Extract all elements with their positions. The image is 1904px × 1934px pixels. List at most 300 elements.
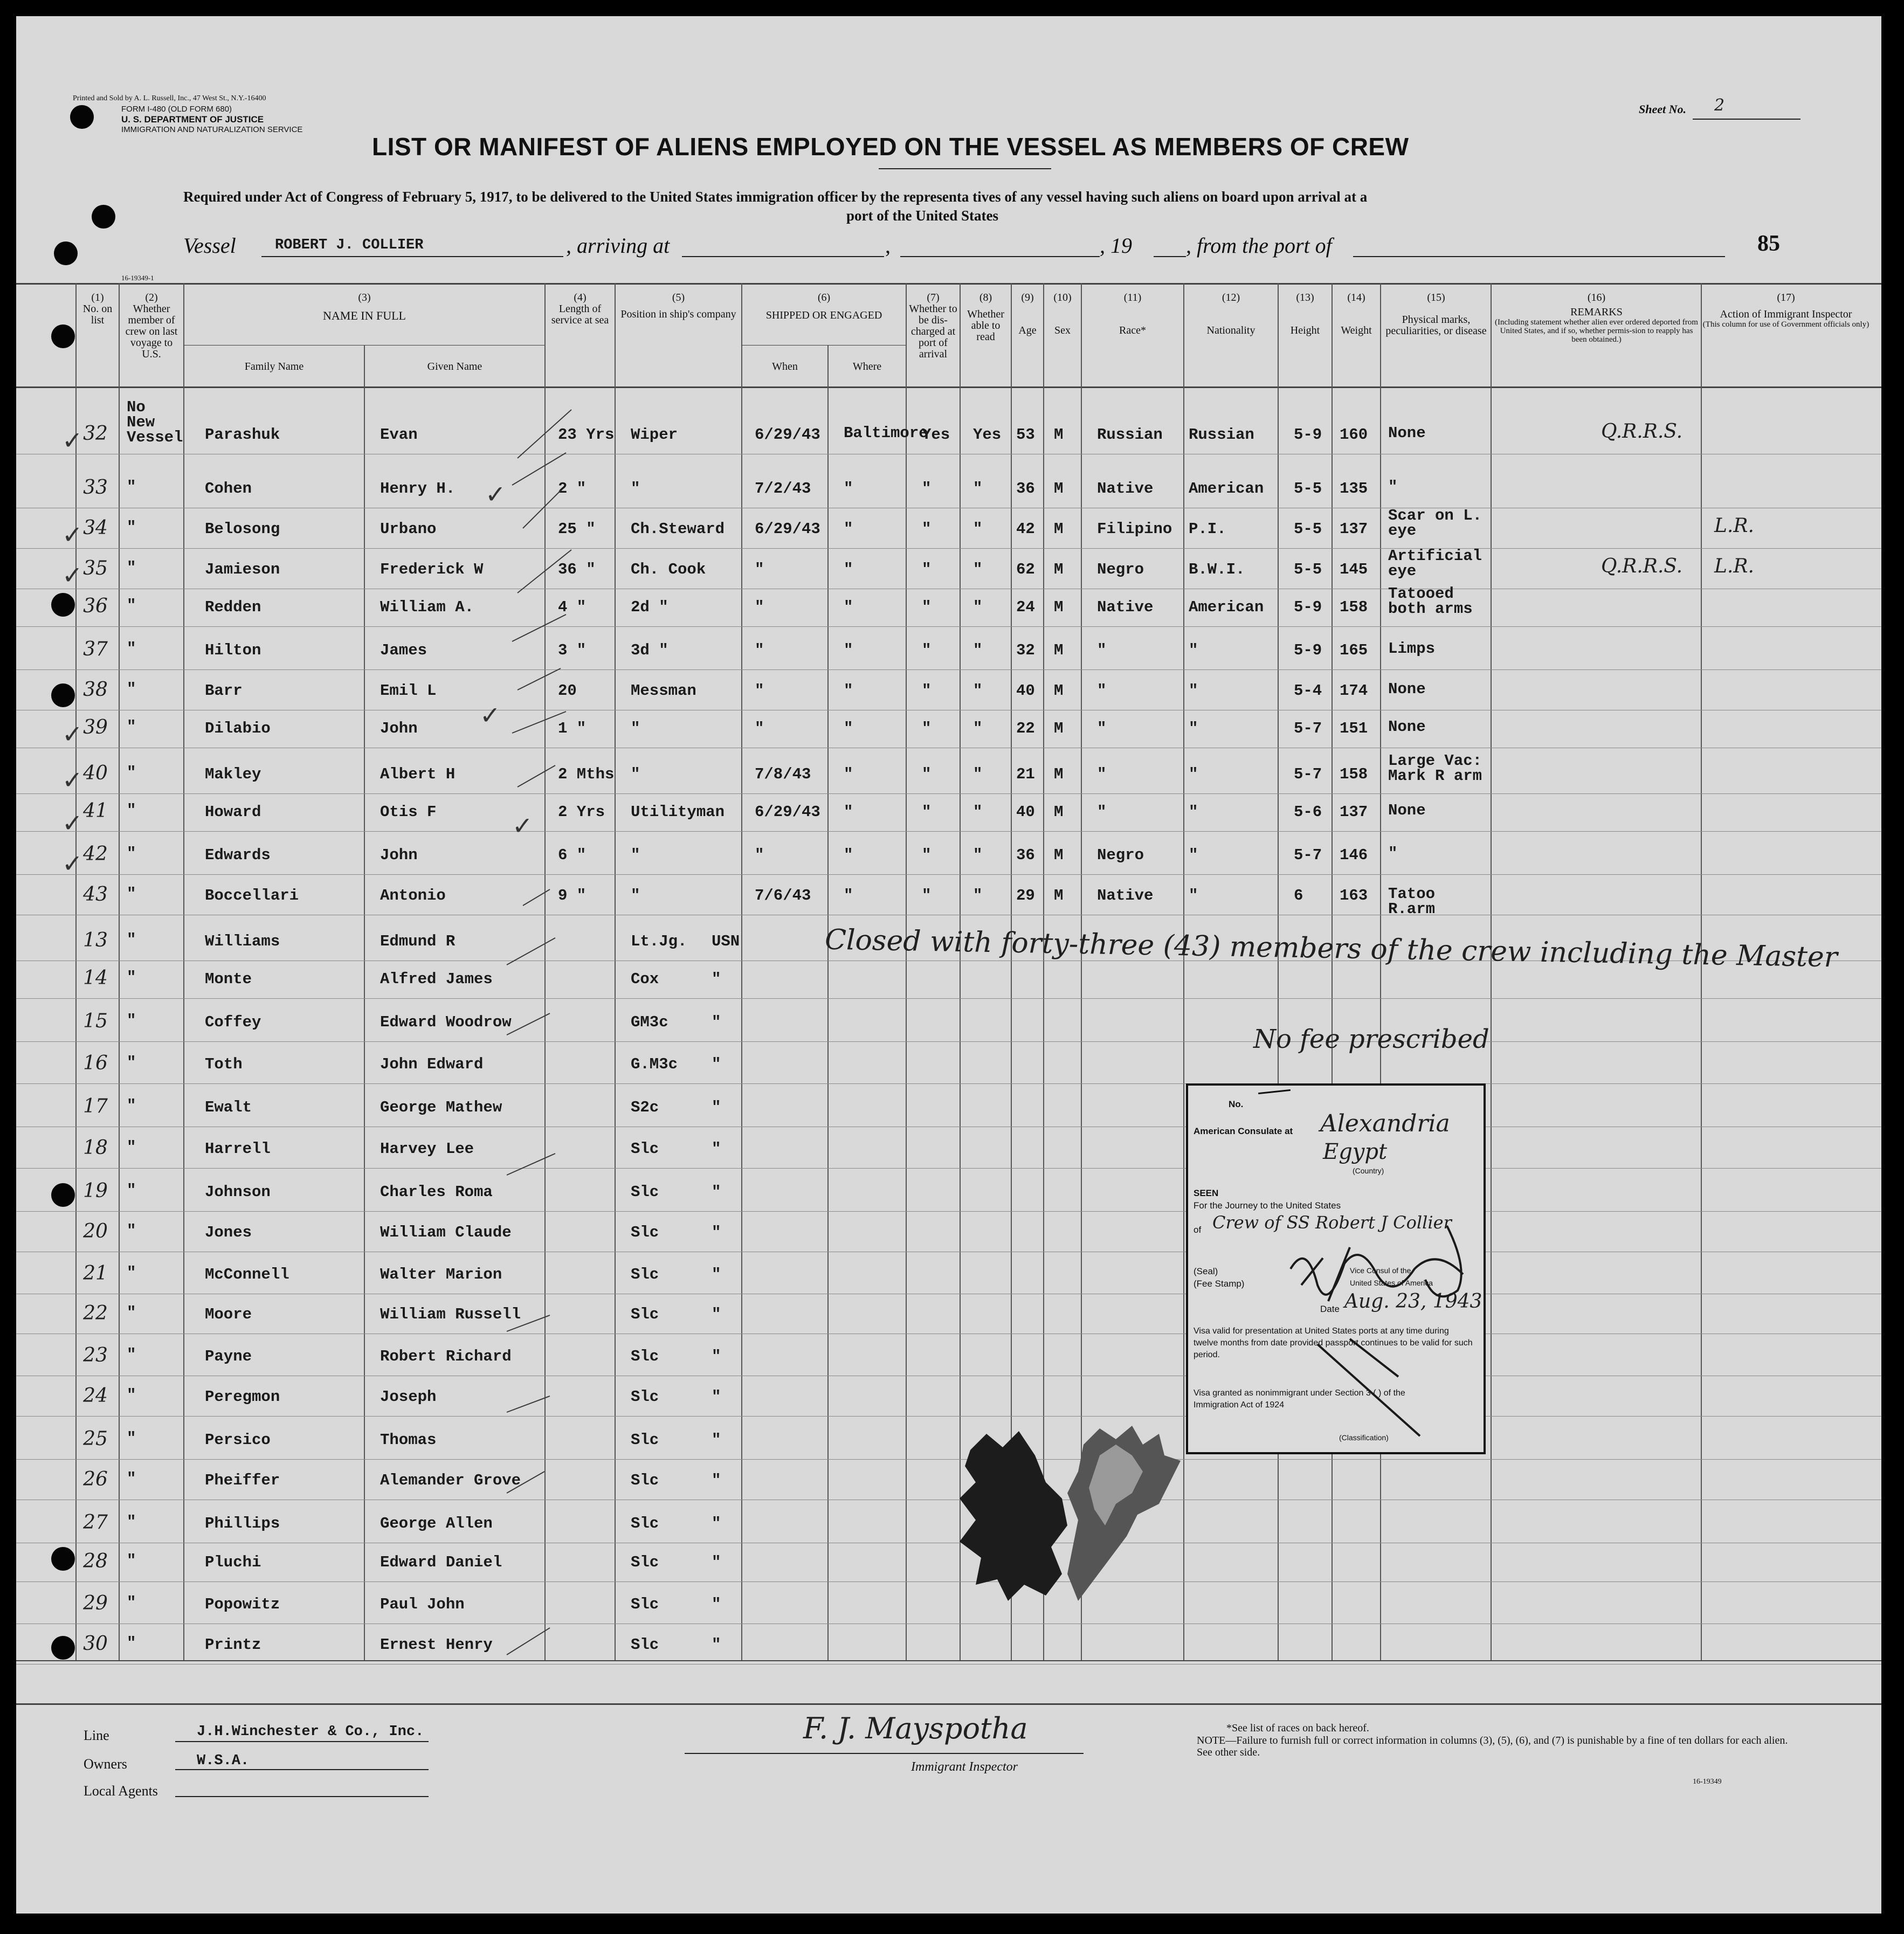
footer-line-value: J.H.Winchester & Co., Inc. bbox=[197, 1724, 424, 1740]
cell-no: 28 bbox=[83, 1550, 108, 1572]
form-code-top: 16-19349-1 bbox=[121, 274, 154, 282]
cell-discharged: Yes bbox=[922, 426, 950, 444]
col-3-header: (3) NAME IN FULL bbox=[323, 292, 406, 322]
table-row bbox=[16, 1180, 1881, 1221]
table-row bbox=[16, 1095, 1881, 1136]
cell-no: 26 bbox=[83, 1468, 108, 1490]
col-11-header: (11) Race* bbox=[1119, 292, 1146, 336]
binder-hole bbox=[70, 105, 94, 129]
inspector-signature: F. J. Mayspotha bbox=[803, 1711, 1028, 1745]
cell-nationality: " bbox=[1189, 846, 1198, 864]
cell-where: " bbox=[844, 561, 853, 578]
cell-family: Payne bbox=[205, 1348, 252, 1365]
cell-prev: " bbox=[127, 519, 136, 536]
col-7-header: (7) Whether to be dis-charged at port of arrival bbox=[909, 292, 957, 360]
cell-given: Henry H. bbox=[380, 480, 456, 498]
cell-no: 40 bbox=[83, 762, 108, 784]
cell-age: 40 bbox=[1016, 803, 1035, 821]
cell-position2: " bbox=[712, 1013, 721, 1031]
stamp-vice-consul: Vice Consul of the bbox=[1350, 1266, 1411, 1275]
stamp-country-caption: (Country) bbox=[1353, 1166, 1384, 1175]
table-row bbox=[16, 1052, 1881, 1093]
col-3a-header: Family Name bbox=[244, 361, 304, 372]
table-row bbox=[16, 1511, 1881, 1552]
cell-height: 5-7 bbox=[1294, 765, 1322, 783]
cell-given: Antonio bbox=[380, 887, 446, 904]
cell-race: " bbox=[1097, 641, 1107, 659]
cell-sex: M bbox=[1054, 480, 1064, 498]
cell-prev: " bbox=[127, 931, 136, 949]
table-row bbox=[16, 967, 1881, 1008]
cell-weight: 163 bbox=[1340, 887, 1368, 904]
cell-nationality: American bbox=[1189, 598, 1264, 616]
cell-weight: 158 bbox=[1340, 765, 1368, 783]
col-3b-header: Given Name bbox=[427, 361, 482, 372]
cell-no: 36 bbox=[83, 595, 108, 617]
col-13-header: (13) Height bbox=[1290, 292, 1320, 336]
cell-age: 24 bbox=[1016, 598, 1035, 616]
cell-position: Slc bbox=[631, 1515, 659, 1532]
cell-family: Johnson bbox=[205, 1183, 271, 1201]
cell-height: 5-9 bbox=[1294, 641, 1322, 659]
cell-given: Thomas bbox=[380, 1431, 437, 1449]
binder-hole bbox=[51, 324, 75, 348]
cell-no: 24 bbox=[83, 1385, 108, 1407]
cell-position2: " bbox=[712, 1266, 721, 1283]
cell-family: Dilabio bbox=[205, 720, 271, 737]
cell-nationality: " bbox=[1189, 720, 1198, 737]
cell-position: Slc bbox=[631, 1348, 659, 1365]
cell-given: George Mathew bbox=[380, 1099, 502, 1116]
cell-family: Printz bbox=[205, 1636, 261, 1654]
cell-prev: " bbox=[127, 969, 136, 986]
cell-no: 27 bbox=[83, 1511, 108, 1534]
cell-family: Barr bbox=[205, 682, 243, 700]
cell-race: " bbox=[1097, 720, 1107, 737]
cell-given: William A. bbox=[380, 598, 474, 616]
cell-read: " bbox=[973, 803, 983, 821]
cell-position: Messman bbox=[631, 682, 696, 700]
printer-line: Printed and Sold by A. L. Russell, Inc., 47 West St., N.Y.-16400 bbox=[73, 94, 266, 102]
stamp-date-value: Aug. 23, 1943 bbox=[1344, 1290, 1482, 1313]
cell-read: Yes bbox=[973, 426, 1002, 444]
cell-marks: Tatoo R.arm bbox=[1388, 885, 1436, 918]
cell-weight: 137 bbox=[1340, 520, 1368, 538]
binder-hole bbox=[54, 241, 78, 265]
cell-discharged: " bbox=[922, 641, 932, 659]
cell-position: Slc bbox=[631, 1183, 659, 1201]
cell-age: 36 bbox=[1016, 846, 1035, 864]
cell-prev: " bbox=[127, 1264, 136, 1282]
footer-owners-label: Owners bbox=[84, 1756, 127, 1772]
cell-position: Ch.Steward bbox=[631, 520, 725, 538]
cell-nationality: " bbox=[1189, 765, 1198, 783]
cell-read: " bbox=[973, 765, 983, 783]
cell-read: " bbox=[973, 561, 983, 578]
cell-position: Slc bbox=[631, 1306, 659, 1323]
cell-no: 35 bbox=[83, 557, 108, 579]
cell-given: Harvey Lee bbox=[380, 1140, 474, 1158]
cell-position: G.M3c bbox=[631, 1055, 678, 1073]
closing-note: Closed with forty-three (43) members of the crew including the Master bbox=[824, 923, 1838, 974]
consul-signature-strokes bbox=[1285, 1193, 1485, 1452]
stamp-of-value: Crew of SS Robert J Collier bbox=[1212, 1212, 1452, 1233]
col-5-header: (5) Position in ship's company bbox=[620, 292, 736, 320]
table-row bbox=[16, 1550, 1881, 1591]
cell-where: " bbox=[844, 682, 853, 700]
col-2-header: (2) Whether member of crew on last voyage to U.S. bbox=[125, 292, 178, 360]
cell-service: 36 " bbox=[558, 561, 596, 578]
cell-family: Jamieson bbox=[205, 561, 280, 578]
cell-when: 7/8/43 bbox=[755, 765, 811, 783]
cell-family: Pluchi bbox=[205, 1553, 261, 1571]
page-title: LIST OR MANIFEST OF ALIENS EMPLOYED ON THE VESSEL AS MEMBERS OF CREW bbox=[372, 133, 1409, 161]
cell-marks: " bbox=[1388, 845, 1398, 862]
cell-race: Russian bbox=[1097, 426, 1163, 444]
cell-marks: None bbox=[1388, 424, 1426, 442]
cell-when: " bbox=[755, 720, 764, 737]
stamp-fee-stamp-label: (Fee Stamp) bbox=[1194, 1279, 1245, 1289]
table-row bbox=[16, 800, 1881, 841]
cell-nationality: " bbox=[1189, 887, 1198, 904]
page-number: 85 bbox=[1757, 231, 1780, 256]
cell-sex: M bbox=[1054, 641, 1064, 659]
cell-read: " bbox=[973, 480, 983, 498]
cell-discharged: " bbox=[922, 765, 932, 783]
cell-given: Edward Woodrow bbox=[380, 1013, 512, 1031]
cell-prev: " bbox=[127, 1304, 136, 1322]
cell-family: Parashuk bbox=[205, 426, 280, 444]
stamp-date-label: Date bbox=[1320, 1304, 1340, 1314]
cell-weight: 174 bbox=[1340, 682, 1368, 700]
cell-read: " bbox=[973, 846, 983, 864]
cell-age: 62 bbox=[1016, 561, 1035, 578]
table-row bbox=[16, 1468, 1881, 1509]
stamp-visa-valid: Visa valid for presentation at United States ports at any time during twelve months from date provided passport continues to be valid for such period. bbox=[1194, 1327, 1473, 1359]
cell-race: " bbox=[1097, 765, 1107, 783]
cell-position: 3d " bbox=[631, 641, 668, 659]
table-row bbox=[16, 679, 1881, 720]
cell-no: 22 bbox=[83, 1302, 108, 1324]
cell-read: " bbox=[973, 598, 983, 616]
col-1-header: (1) No. on list bbox=[82, 292, 113, 326]
cell-no: 17 bbox=[83, 1095, 108, 1117]
cell-given: Otis F bbox=[380, 803, 437, 821]
sheet-number: 2 bbox=[1714, 96, 1725, 115]
cell-given: William Claude bbox=[380, 1224, 512, 1241]
cell-height: 5-5 bbox=[1294, 561, 1322, 578]
subtitle-line-1: Required under Act of Congress of February 5, 1917, to be delivered to the United States immigration officer by the representa tives of any vessel having such aliens on board upon arrival at a bbox=[183, 189, 1368, 205]
arriving-comma: , bbox=[885, 233, 891, 258]
cell-read: " bbox=[973, 520, 983, 538]
cell-family: Harrell bbox=[205, 1140, 271, 1158]
cell-height: 6 bbox=[1294, 887, 1303, 904]
cell-race: Negro bbox=[1097, 561, 1144, 578]
table-row bbox=[16, 752, 1881, 803]
cell-no: 15 bbox=[83, 1010, 108, 1032]
cell-position2: " bbox=[712, 1553, 721, 1571]
from-port-label: , from the port of bbox=[1186, 233, 1332, 258]
cell-service: 4 " bbox=[558, 598, 587, 616]
cell-no: 33 bbox=[83, 476, 108, 499]
cell-prev: " bbox=[127, 1429, 136, 1447]
form-line: FORM I-480 (OLD FORM 680) bbox=[121, 105, 232, 114]
cell-discharged: " bbox=[922, 561, 932, 578]
cell-no: 20 bbox=[83, 1220, 108, 1242]
cell-action: L.R. bbox=[1714, 555, 1754, 577]
vessel-name: ROBERT J. COLLIER bbox=[275, 237, 424, 253]
cell-prev: " bbox=[127, 680, 136, 698]
cell-prev: " bbox=[127, 1012, 136, 1030]
cell-family: Cohen bbox=[205, 480, 252, 498]
cell-age: 42 bbox=[1016, 520, 1035, 538]
cell-family: Toth bbox=[205, 1055, 243, 1073]
cell-marks: None bbox=[1388, 802, 1426, 819]
cell-height: 5-9 bbox=[1294, 426, 1322, 444]
cell-position: GM3c bbox=[631, 1013, 668, 1031]
cell-prev: " bbox=[127, 640, 136, 658]
form-code-bottom: 16-19349 bbox=[1693, 1778, 1722, 1786]
year-prefix: , 19 bbox=[1100, 233, 1132, 258]
cell-position: Ch. Cook bbox=[631, 561, 706, 578]
service-line: IMMIGRATION AND NATURALIZATION SERVICE bbox=[121, 125, 303, 134]
cell-nationality: P.I. bbox=[1189, 520, 1226, 538]
col-6a-header: When bbox=[772, 361, 798, 372]
cell-position2: " bbox=[712, 1595, 721, 1613]
table-row bbox=[16, 1262, 1881, 1303]
cell-where: " bbox=[844, 480, 853, 498]
cell-where: " bbox=[844, 720, 853, 737]
cell-when: 7/6/43 bbox=[755, 887, 811, 904]
cell-prev: " bbox=[127, 885, 136, 903]
cell-nationality: B.W.I. bbox=[1189, 561, 1245, 578]
cell-race: Filipino bbox=[1097, 520, 1172, 538]
stamp-country: Egypt bbox=[1323, 1139, 1388, 1164]
cell-no: 30 bbox=[83, 1633, 108, 1655]
cell-race: Native bbox=[1097, 480, 1154, 498]
cell-given: John Edward bbox=[380, 1055, 484, 1073]
cell-no: 43 bbox=[83, 883, 108, 906]
footer-owners-value: W.S.A. bbox=[197, 1753, 250, 1769]
table-row bbox=[16, 638, 1881, 679]
cell-prev: " bbox=[127, 1097, 136, 1115]
cell-given: John bbox=[380, 846, 418, 864]
cell-service: 2 Mths bbox=[558, 765, 615, 783]
cell-position: Slc bbox=[631, 1553, 659, 1571]
cell-given: John bbox=[380, 720, 418, 737]
cell-given: Charles Roma bbox=[380, 1183, 493, 1201]
cell-given: Paul John bbox=[380, 1595, 465, 1613]
cell-family: Persico bbox=[205, 1431, 271, 1449]
cell-marks: Limps bbox=[1388, 640, 1436, 658]
cell-height: 5-7 bbox=[1294, 720, 1322, 737]
cell-discharged: " bbox=[922, 480, 932, 498]
cell-where: " bbox=[844, 765, 853, 783]
cell-prev: " bbox=[127, 597, 136, 614]
cell-family: Makley bbox=[205, 765, 261, 783]
cell-given: Ernest Henry bbox=[380, 1636, 493, 1654]
table-row bbox=[16, 1428, 1881, 1469]
cell-position2: " bbox=[712, 1431, 721, 1449]
cell-prev: " bbox=[127, 1594, 136, 1612]
cell-prev: " bbox=[127, 764, 136, 782]
cell-weight: 135 bbox=[1340, 480, 1368, 498]
stamp-united-states-of: United States of America bbox=[1350, 1279, 1433, 1287]
cell-discharged: " bbox=[922, 803, 932, 821]
cell-position: Slc bbox=[631, 1140, 659, 1158]
arriving-label: , arriving at bbox=[566, 233, 670, 258]
cell-position2: " bbox=[712, 1099, 721, 1116]
table-row bbox=[16, 1010, 1881, 1051]
cell-prev: " bbox=[127, 718, 136, 736]
cell-prev: " bbox=[127, 559, 136, 577]
cell-family: Boccellari bbox=[205, 887, 299, 904]
cell-given: Frederick W bbox=[380, 561, 484, 578]
table-row bbox=[16, 507, 1881, 558]
cell-no: 16 bbox=[83, 1052, 108, 1074]
cell-height: 5-7 bbox=[1294, 846, 1322, 864]
cell-sex: M bbox=[1054, 426, 1064, 444]
fee-note: No fee prescribed bbox=[1253, 1024, 1489, 1054]
cell-service: 9 " bbox=[558, 887, 587, 904]
cell-given: Alemander Grove bbox=[380, 1472, 521, 1489]
cell-sex: M bbox=[1054, 520, 1064, 538]
cell-remarks: Q.R.R.S. bbox=[1601, 555, 1683, 577]
cell-prev: " bbox=[127, 1182, 136, 1199]
cell-no: 18 bbox=[83, 1137, 108, 1159]
cell-service: 2 Yrs bbox=[558, 803, 605, 821]
cell-prev: " bbox=[127, 1222, 136, 1240]
cell-when: " bbox=[755, 561, 764, 578]
cell-nationality: American bbox=[1189, 480, 1264, 498]
cell-nationality: " bbox=[1189, 682, 1198, 700]
cell-discharged: " bbox=[922, 887, 932, 904]
cell-when: " bbox=[755, 598, 764, 616]
cell-position: Slc bbox=[631, 1388, 659, 1406]
cell-sex: M bbox=[1054, 561, 1064, 578]
cell-prev: " bbox=[127, 845, 136, 862]
cell-service: 6 " bbox=[558, 846, 587, 864]
table-row bbox=[16, 585, 1881, 636]
cell-family: Jones bbox=[205, 1224, 252, 1241]
table-row bbox=[16, 1302, 1881, 1343]
cell-read: " bbox=[973, 720, 983, 737]
cell-position2: " bbox=[712, 1306, 721, 1323]
cell-weight: 165 bbox=[1340, 641, 1368, 659]
cell-prev: " bbox=[127, 1346, 136, 1364]
cell-given: George Allen bbox=[380, 1515, 493, 1532]
cell-prev: " bbox=[127, 478, 136, 496]
cell-given: Emil L bbox=[380, 682, 437, 700]
cell-race: Native bbox=[1097, 598, 1154, 616]
stamp-visa-granted: Visa granted as nonimmigrant under Section 3 ( ) of the Immigration Act of 1924 bbox=[1194, 1389, 1405, 1410]
stamp-city: Alexandria bbox=[1320, 1110, 1450, 1137]
cell-weight: 151 bbox=[1340, 720, 1368, 737]
cell-sex: M bbox=[1054, 803, 1064, 821]
cell-position2: USN bbox=[712, 933, 740, 950]
cell-age: 40 bbox=[1016, 682, 1035, 700]
cell-age: 22 bbox=[1016, 720, 1035, 737]
table-row bbox=[16, 547, 1881, 598]
sheet-label: Sheet No. bbox=[1639, 102, 1686, 116]
cell-position2: " bbox=[712, 1515, 721, 1532]
cell-no: 14 bbox=[83, 967, 108, 989]
stamp-no-label: No. bbox=[1229, 1099, 1244, 1109]
cell-discharged: " bbox=[922, 846, 932, 864]
col-10-header: (10) Sex bbox=[1053, 292, 1072, 336]
cell-family: McConnell bbox=[205, 1266, 289, 1283]
cell-no: 19 bbox=[83, 1180, 108, 1202]
cell-given: William Russell bbox=[380, 1306, 521, 1323]
stamp-journey: For the Journey to the United States bbox=[1194, 1200, 1341, 1211]
cell-where: " bbox=[844, 887, 853, 904]
cell-position: " bbox=[631, 480, 640, 498]
fine-note: NOTE—Failure to furnish full or correct information in columns (3), (5), (6), and (7) is punishable by a fine of ten dollars for each alien. See other side. bbox=[1197, 1735, 1788, 1758]
cell-family: Coffey bbox=[205, 1013, 261, 1031]
cell-prev: " bbox=[127, 1138, 136, 1156]
manifest-document: Printed and Sold by A. L. Russell, Inc., 47 West St., N.Y.-16400 FORM I-480 (OLD FORM 680) U. S. DEPARTMENT OF JUSTICE IMMIGRATION AND NATURALIZATION SERVICE Sheet No. 2 LIST OR MANIFEST OF ALIENS EMPLOYED ON THE VESSEL AS MEMBERS OF CREW Required under Act of Congress of February 5, 1917, to be delivered to the United States immigration officer by the representa tives of any vessel having such aliens on board upon arrival at a port of the United States Vessel ROBERT J. COLLIER , arriving at , , 19 , from the port of 85 16-19349-1 (1) No. on list (2) Whether member of crew on last voyage to U.S. (3) NAME IN FULL Family Name Given Name (4) Length of service at sea (5) Position in ship's company (6) SHIPPED OR ENGAGED When Where (7) Whether to be dis-charged at port of arrival (8) Whether able to read (9) Age (10) Sex (11) Race* (12) Nationality (13) Height (14) Weight (15) Physical marks, peculiarities, or disease (16) REMARKS (Including statement whether alien ever ordered deported from United States, and if so, whether permis-sion to reapply has been obtained.) (17) Action of Immigrant Inspector (This column for use of Government officials only) 32 No New Vessel Parashuk Evan 23 Yrs Wiper 6/29/43 Baltimore Yes Yes 53 M Russian Russian 5-9 160 None Q.R.R.S. 33 " Cohen Henry H. 2 " " 7/2/43 " " " 36 M Native American 5-5 135 " 34 " Belosong Urbano 25 " Ch.Steward 6/29/43 " " " 42 M Filipino P.I. 5-5 137 Scar on L. eye L.R. 35 " Jamieson Frederick W 36 " Ch. Cook " " " " 62 M Negro B.W.I. 5-5 145 Artificial eye Q.R.R.S. L.R. 36 " Redden William A. 4 " 2d " " " " " 24 M Native American 5-9 158 Tatooed both arms 37 " Hilton James 3 " 3d " " " " " 32 M " " 5-9 165 Limps 38 " Barr Emil L 20 Messman " " " " 40 M " " 5-4 174 None 39 " Dilabio John 1 " " " " " " 22 M " " 5-7 151 None 40 " Makley Albert H 2 Mths " 7/8/43 " " " 21 M " " 5-7 158 Large Vac: Mark R arm 41 " Howard Otis F 2 Yrs Utilityman 6/29/43 " " " 40 M " " 5-6 137 None 42 " Edwards John 6 " " " " " " 36 M Negro " 5-7 146 " 43 " Boccellari Antonio 9 " " 7/6/43 " " " 29 M Native " 6 163 Tatoo R.arm 13 " Williams Edmund R Lt.Jg. USN 14 " Monte Alfred James Cox " 15 " Coffey Edward Woodrow GM3c " 16 " Toth John Edward G.M3c " 17 " Ewalt George Mathew S2c " 18 " Harrell Harvey Lee Slc " 19 " Johnson Charles Roma Slc " 20 " Jones William Claude Slc " 21 " McConnell Walter Marion Slc " 22 " Moore William Russell Slc " 23 " Payne Robert Richard Slc " 24 " Peregmon Joseph Slc " 25 " Persico Thomas Slc " 26 " Pheiffer Alemander Grove Slc " 27 " Phillips George Allen Slc " 28 " Pluchi Edward Daniel Slc " 29 " Popowitz Paul John Slc " 30 " Printz Ernest Henry Slc " ✓ ✓ ✓ ✓ ✓ ✓ ✓ ✓ ✓ ✓ Closed with forty-three (43) members of the crew including the Master No fee prescribed No. American Consulate at Alexandria Egypt (Country) SEEN For the Journey to the United States of Crew of SS Robert J Collier (Seal) (Fee Stamp) Vice Consul of the United States of America Date Aug. 23, 1943 Visa valid for presentation at United States ports at any time during twelve months from date provided passport continues to be valid for such period. Visa granted as nonimmigrant under Section 3 ( ) of the Immigration Act of 1924 (Classification) Line J.H.Winchester & Co., Inc. Owners W.S.A. Local Agents F. J. Mayspotha Immigrant Inspector *See list of races on back hereof. NOTE—Failure to furnish full or correct information in columns (3), (5), (6), and (7) is punishable by a fine of ten dollars for each alien. See other side. 16-19349 bbox=[16, 16, 1881, 1914]
cell-service: 1 " bbox=[558, 720, 587, 737]
cell-given: Walter Marion bbox=[380, 1266, 502, 1283]
cell-family: Redden bbox=[205, 598, 261, 616]
cell-when: " bbox=[755, 682, 764, 700]
consular-stamp bbox=[1186, 1083, 1486, 1454]
cell-marks: None bbox=[1388, 718, 1426, 736]
cell-position: Slc bbox=[631, 1472, 659, 1489]
cell-marks: None bbox=[1388, 680, 1426, 698]
cell-discharged: " bbox=[922, 598, 932, 616]
checkmark-strokes bbox=[491, 388, 598, 1671]
table-row bbox=[16, 1633, 1881, 1674]
cell-given: Edward Daniel bbox=[380, 1553, 502, 1571]
cell-no: 41 bbox=[83, 800, 108, 822]
cell-position: 2d " bbox=[631, 598, 668, 616]
cell-position2: " bbox=[712, 970, 721, 988]
table-row bbox=[16, 843, 1881, 884]
cell-prev: " bbox=[127, 1470, 136, 1488]
cell-position: S2c bbox=[631, 1099, 659, 1116]
cell-no: 23 bbox=[83, 1344, 108, 1366]
stamp-classification: (Classification) bbox=[1339, 1433, 1389, 1442]
cell-when: 6/29/43 bbox=[755, 520, 820, 538]
cell-read: " bbox=[973, 641, 983, 659]
cell-family: Pheiffer bbox=[205, 1472, 280, 1489]
cell-given: Urbano bbox=[380, 520, 437, 538]
cell-age: 32 bbox=[1016, 641, 1035, 659]
vessel-label: Vessel bbox=[183, 233, 236, 258]
cell-service: 20 bbox=[558, 682, 577, 700]
col-4-header: (4) Length of service at sea bbox=[551, 292, 609, 326]
cell-when: 7/2/43 bbox=[755, 480, 811, 498]
cell-position: Wiper bbox=[631, 426, 678, 444]
cell-marks: Large Vac: Mark R arm bbox=[1388, 752, 1482, 785]
cell-read: " bbox=[973, 682, 983, 700]
cell-service: 3 " bbox=[558, 641, 587, 659]
cell-prev: No New Vessel bbox=[127, 398, 183, 446]
inspector-label: Immigrant Inspector bbox=[911, 1760, 1018, 1774]
cell-given: Albert H bbox=[380, 765, 456, 783]
cell-marks: Scar on L. eye bbox=[1388, 507, 1482, 540]
col-15-header: (15) Physical marks, peculiarities, or disease bbox=[1385, 292, 1487, 337]
table-row bbox=[16, 1385, 1881, 1426]
cell-position: Slc bbox=[631, 1266, 659, 1283]
footer-agents-label: Local Agents bbox=[84, 1783, 158, 1799]
cell-where: " bbox=[844, 641, 853, 659]
cell-where: Baltimore bbox=[844, 424, 928, 442]
cell-position: Slc bbox=[631, 1636, 659, 1654]
cell-height: 5-9 bbox=[1294, 598, 1322, 616]
cell-prev: " bbox=[127, 1513, 136, 1531]
